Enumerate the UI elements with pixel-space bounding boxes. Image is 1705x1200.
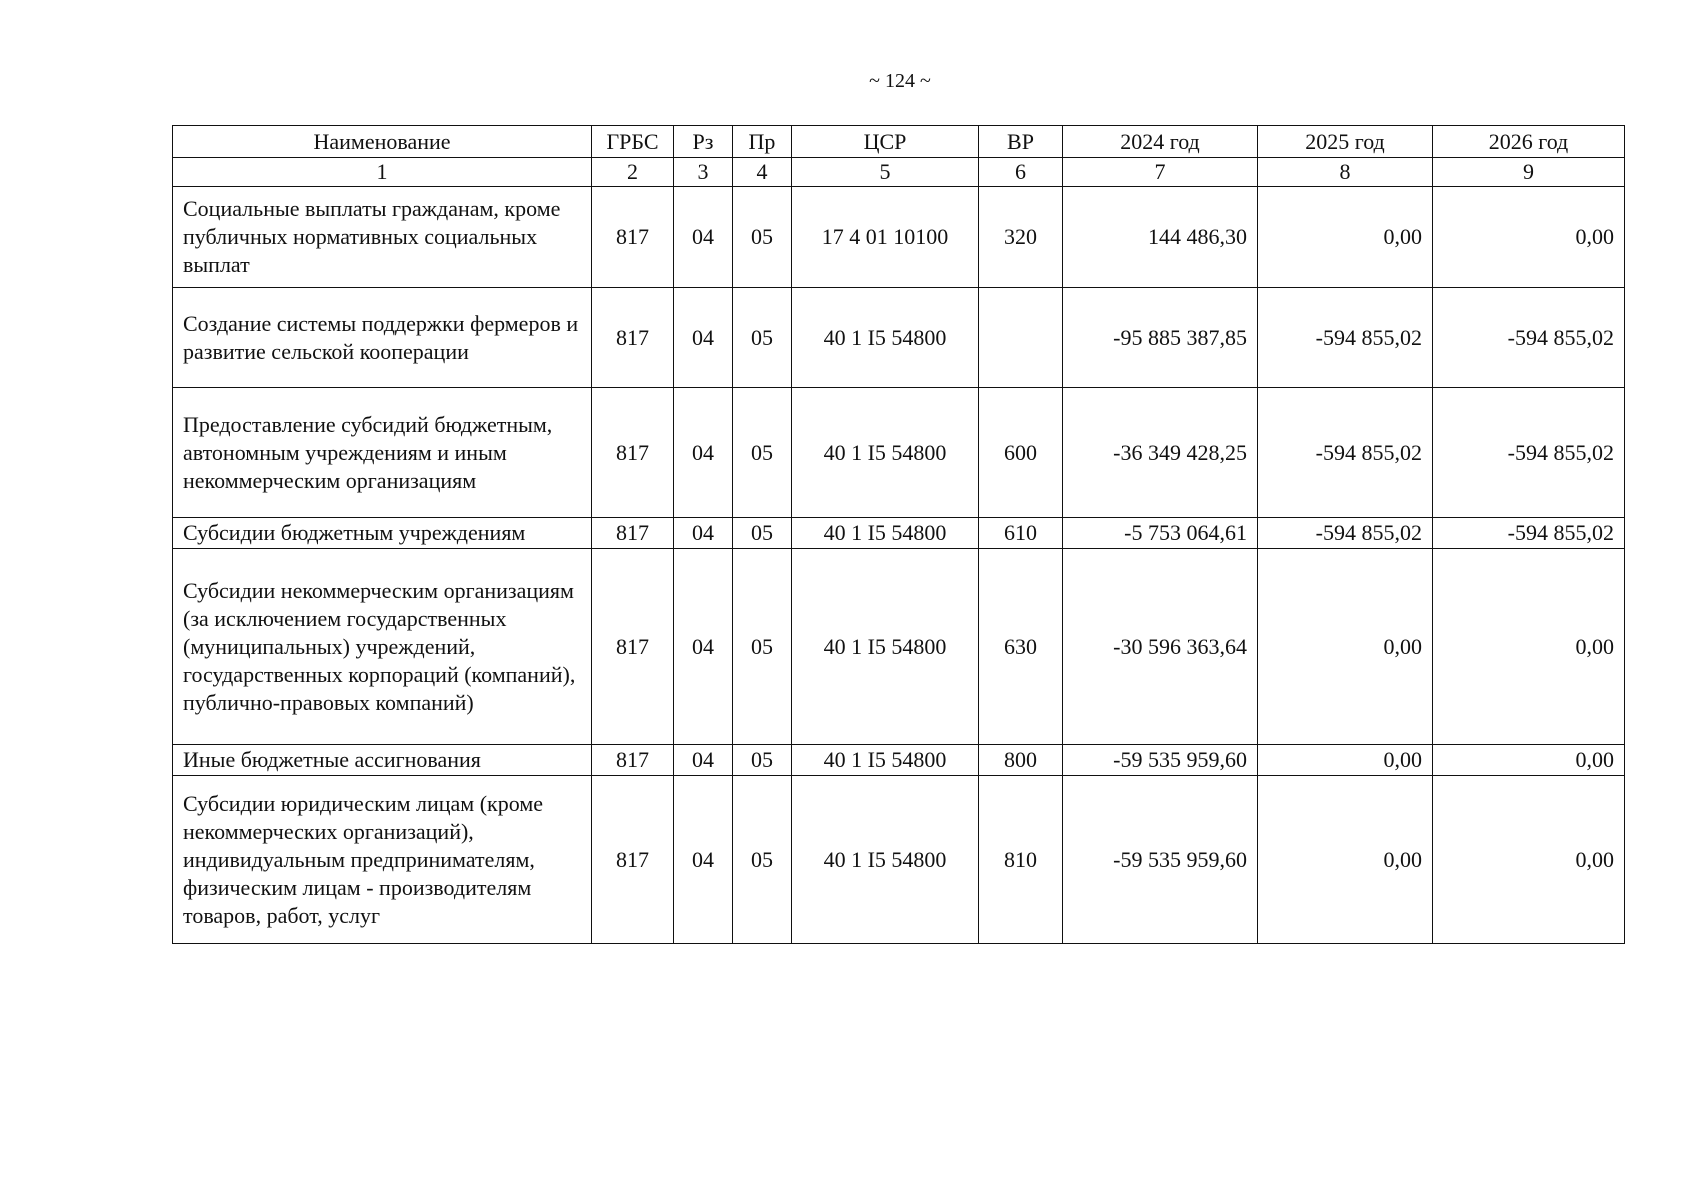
cell-vr: 810 (979, 776, 1063, 944)
cell-csr: 40 1 I5 54800 (792, 388, 979, 518)
cell-2026: 0,00 (1433, 549, 1625, 745)
cell-vr: 320 (979, 187, 1063, 288)
header-pr: Пр (733, 126, 792, 158)
cell-2024: -36 349 428,25 (1063, 388, 1258, 518)
column-number: 6 (979, 158, 1063, 187)
cell-vr: 610 (979, 518, 1063, 549)
column-number: 9 (1433, 158, 1625, 187)
header-name: Наименование (173, 126, 592, 158)
column-number: 7 (1063, 158, 1258, 187)
cell-name: Субсидии бюджетным учреждениям (173, 518, 592, 549)
cell-2025: 0,00 (1258, 745, 1433, 776)
cell-2024: -59 535 959,60 (1063, 776, 1258, 944)
cell-grbs: 817 (592, 776, 674, 944)
cell-pr: 05 (733, 549, 792, 745)
cell-2025: -594 855,02 (1258, 388, 1433, 518)
cell-pr: 05 (733, 776, 792, 944)
header-2026: 2026 год (1433, 126, 1625, 158)
cell-rz: 04 (674, 187, 733, 288)
header-rz: Рз (674, 126, 733, 158)
table-row (173, 745, 1625, 776)
cell-vr: 800 (979, 745, 1063, 776)
cell-2025: 0,00 (1258, 187, 1433, 288)
table-row (173, 518, 1625, 549)
table-row (173, 549, 1625, 745)
cell-2024: -95 885 387,85 (1063, 288, 1258, 388)
cell-rz: 04 (674, 518, 733, 549)
cell-csr: 17 4 01 10100 (792, 187, 979, 288)
cell-csr: 40 1 I5 54800 (792, 745, 979, 776)
cell-name: Предоставление субсидий бюджетным, автономным учреждениям и иным некоммерческим организациям (173, 388, 592, 518)
cell-name: Иные бюджетные ассигнования (173, 745, 592, 776)
cell-2024: -5 753 064,61 (1063, 518, 1258, 549)
cell-rz: 04 (674, 388, 733, 518)
cell-2025: 0,00 (1258, 776, 1433, 944)
cell-2026: 0,00 (1433, 745, 1625, 776)
cell-name: Субсидии некоммерческим организациям (за исключением государственных (муниципальных) учреждений, государственных корпораций (компаний), публично-правовых компаний) (173, 549, 592, 745)
cell-2026: -594 855,02 (1433, 388, 1625, 518)
cell-2026: -594 855,02 (1433, 518, 1625, 549)
cell-2024: -30 596 363,64 (1063, 549, 1258, 745)
table-row (173, 776, 1625, 944)
cell-pr: 05 (733, 518, 792, 549)
cell-name: Создание системы поддержки фермеров и развитие сельской кооперации (173, 288, 592, 388)
column-number-row (173, 158, 1625, 187)
budget-table (172, 125, 1625, 944)
cell-2025: -594 855,02 (1258, 288, 1433, 388)
header-2025: 2025 год (1258, 126, 1433, 158)
header-row (173, 126, 1625, 158)
cell-name: Субсидии юридическим лицам (кроме некоммерческих организаций), индивидуальным предпринимателям, физическим лицам - производителям товаров, работ, услуг (173, 776, 592, 944)
cell-grbs: 817 (592, 549, 674, 745)
page-number: ~ 124 ~ (869, 70, 931, 92)
cell-2024: -59 535 959,60 (1063, 745, 1258, 776)
cell-rz: 04 (674, 776, 733, 944)
column-number: 1 (173, 158, 592, 187)
cell-name: Социальные выплаты гражданам, кроме публичных нормативных социальных выплат (173, 187, 592, 288)
column-number: 8 (1258, 158, 1433, 187)
cell-grbs: 817 (592, 745, 674, 776)
cell-vr: 600 (979, 388, 1063, 518)
header-csr: ЦСР (792, 126, 979, 158)
cell-rz: 04 (674, 549, 733, 745)
cell-2024: 144 486,30 (1063, 187, 1258, 288)
cell-csr: 40 1 I5 54800 (792, 518, 979, 549)
header-2024: 2024 год (1063, 126, 1258, 158)
cell-2026: -594 855,02 (1433, 288, 1625, 388)
cell-2025: -594 855,02 (1258, 518, 1433, 549)
cell-vr (979, 288, 1063, 388)
cell-pr: 05 (733, 288, 792, 388)
cell-csr: 40 1 I5 54800 (792, 549, 979, 745)
cell-vr: 630 (979, 549, 1063, 745)
column-number: 2 (592, 158, 674, 187)
cell-2025: 0,00 (1258, 549, 1433, 745)
column-number: 3 (674, 158, 733, 187)
cell-grbs: 817 (592, 518, 674, 549)
cell-rz: 04 (674, 745, 733, 776)
cell-2026: 0,00 (1433, 776, 1625, 944)
cell-rz: 04 (674, 288, 733, 388)
cell-csr: 40 1 I5 54800 (792, 288, 979, 388)
cell-grbs: 817 (592, 388, 674, 518)
cell-pr: 05 (733, 745, 792, 776)
column-number: 5 (792, 158, 979, 187)
cell-pr: 05 (733, 388, 792, 518)
table-row (173, 388, 1625, 518)
cell-grbs: 817 (592, 288, 674, 388)
cell-2026: 0,00 (1433, 187, 1625, 288)
header-grbs: ГРБС (592, 126, 674, 158)
table-row (173, 187, 1625, 288)
column-number: 4 (733, 158, 792, 187)
header-vr: ВР (979, 126, 1063, 158)
cell-pr: 05 (733, 187, 792, 288)
cell-grbs: 817 (592, 187, 674, 288)
cell-csr: 40 1 I5 54800 (792, 776, 979, 944)
table-row (173, 288, 1625, 388)
